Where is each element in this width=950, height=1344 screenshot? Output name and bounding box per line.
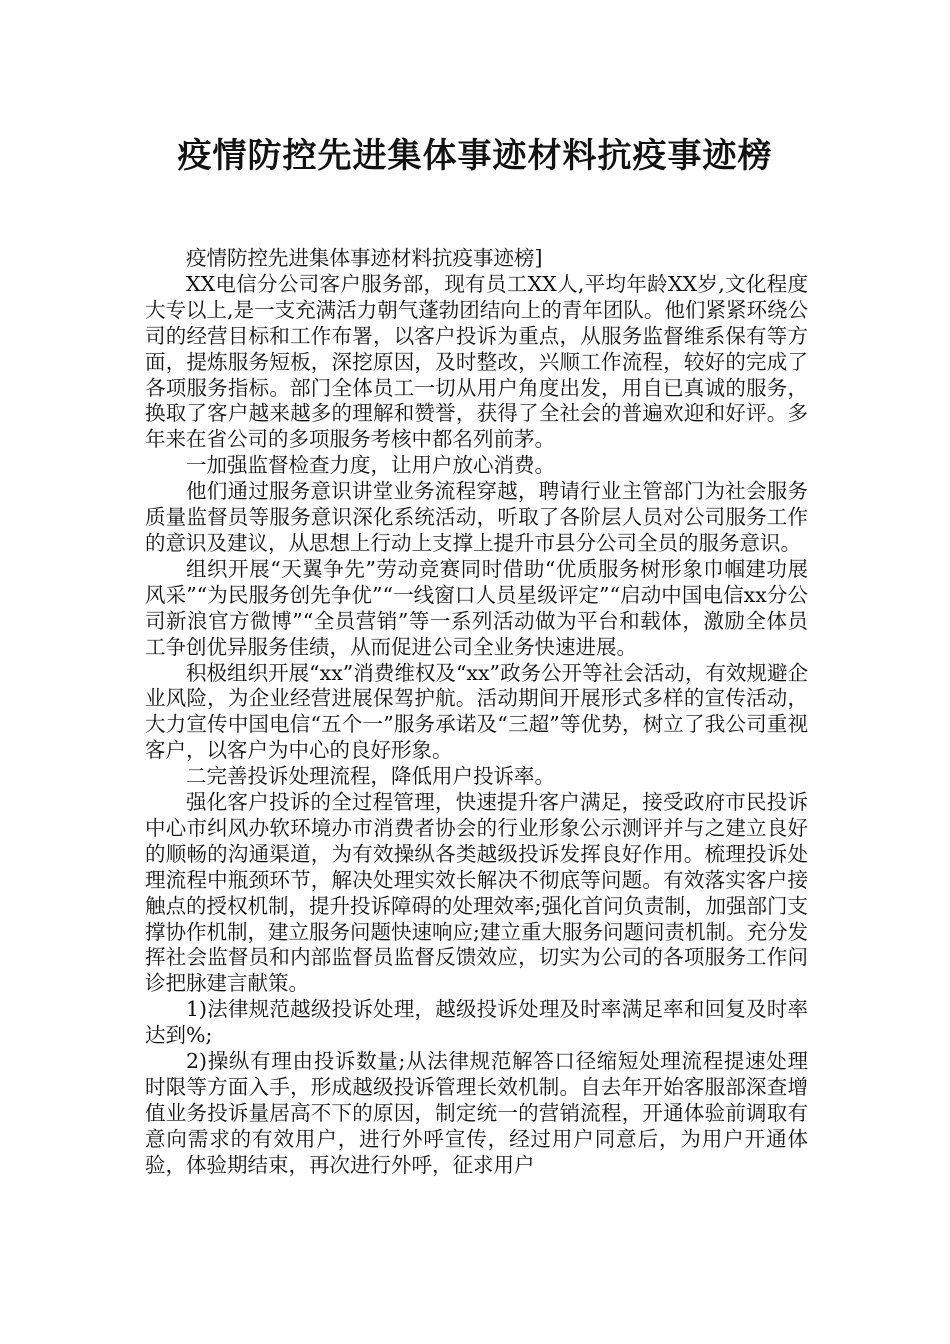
paragraph: 强化客户投诉的全过程管理，快速提升客户满足，接受政府市民投诉中心市纠风办软环境办市消费者协会的行业形象公示测评并与之建立良好的顺畅的沟通渠道，为有效操纵各类越级投诉发挥良好作用。梳理投诉处理流程中瓶颈环节，解决处理实效长解决不彻底等问题。有效落实客户接触点的授权机制，提升投诉障碍的处理效率;强化首问负责制，加强部门支撑协作机制，建立服务问题快速响应;建立重大服务问题问责机制。充分发挥社会监督员和内部监督员监督反馈效应，切实为公司的各项服务工作问诊把脉建言献策。 (145, 790, 808, 996)
section-heading: 一加强监督检查力度，让用户放心消费。 (186, 453, 555, 478)
paragraph: 积极组织开展“xx”消费维权及“xx”政务公开等社会活动，有效规避企业风险，为企业经营进展保驾护航。活动期间开展形式多样的宣传活动，大力宣传中国电信“五个一”服务承诺及“三超”等优势，树立了我公司重视客户，以客户为中心的良好形象。 (145, 660, 808, 763)
paragraph: 疫情防控先进集体事迹材料抗疫事迹榜] (186, 246, 543, 270)
document-body (145, 246, 808, 1179)
list-item: 2)操纵有理由投诉数量;从法律规范解答口径缩短处理流程提速处理时限等方面入手，形成越级投诉管理长效机制。自去年开始客服部深查增值业务投诉量居高不下的原因，制定统一的营销流程，开通体验前调取有意向需求的有效用户，进行外呼宣传，经过用户同意后，为用户开通体验，体验期结束，再次进行外呼，征求用户 (145, 1049, 808, 1177)
paragraph: 他们通过服务意识讲堂业务流程穿越，聘请行业主管部门为社会服务质量监督员等服务意识深化系统活动，听取了各阶层人员对公司服务工作的意识及建议，从思想上行动上支撑上提升市县分公司全员的服务意识。 (145, 479, 808, 555)
document-title: 疫情防控先进集体事迹材料抗疫事迹榜 (177, 136, 773, 176)
section-heading: 二完善投诉处理流程，降低用户投诉率。 (186, 764, 555, 789)
list-item: 1)法律规范越级投诉处理，越级投诉处理及时率满足率和回复及时率达到%; (145, 997, 808, 1048)
paragraph: 组织开展“天翼争先”劳动竞赛同时借助“优质服务树形象巾帼建功展风采”“为民服务创先争优”“一线窗口人员星级评定”“启动中国电信xx分公司新浪官方微博”“全员营销”等一系列活动做为平台和载体，激励全体员工争创优异服务佳绩，从而促进公司全业务快速进展。 (145, 556, 808, 659)
paragraph: XX电信分公司客户服务部，现有员工XX人,平均年龄XX岁,文化程度大专以上,是一支充满活力朝气蓬勃团结向上的青年团队。他们紧紧环绕公司的经营目标和工作布署，以客户投诉为重点，从服务监督维系保有等方面，提炼服务短板，深挖原因，及时整改，兴顺工作流程，较好的完成了各项服务指标。部门全体员工一切从用户角度出发，用自已真诚的服务，换取了客户越来越多的理解和赞誉，获得了全社会的普遍欢迎和好评。多年来在省公司的多项服务考核中都名列前茅。 (145, 271, 808, 452)
